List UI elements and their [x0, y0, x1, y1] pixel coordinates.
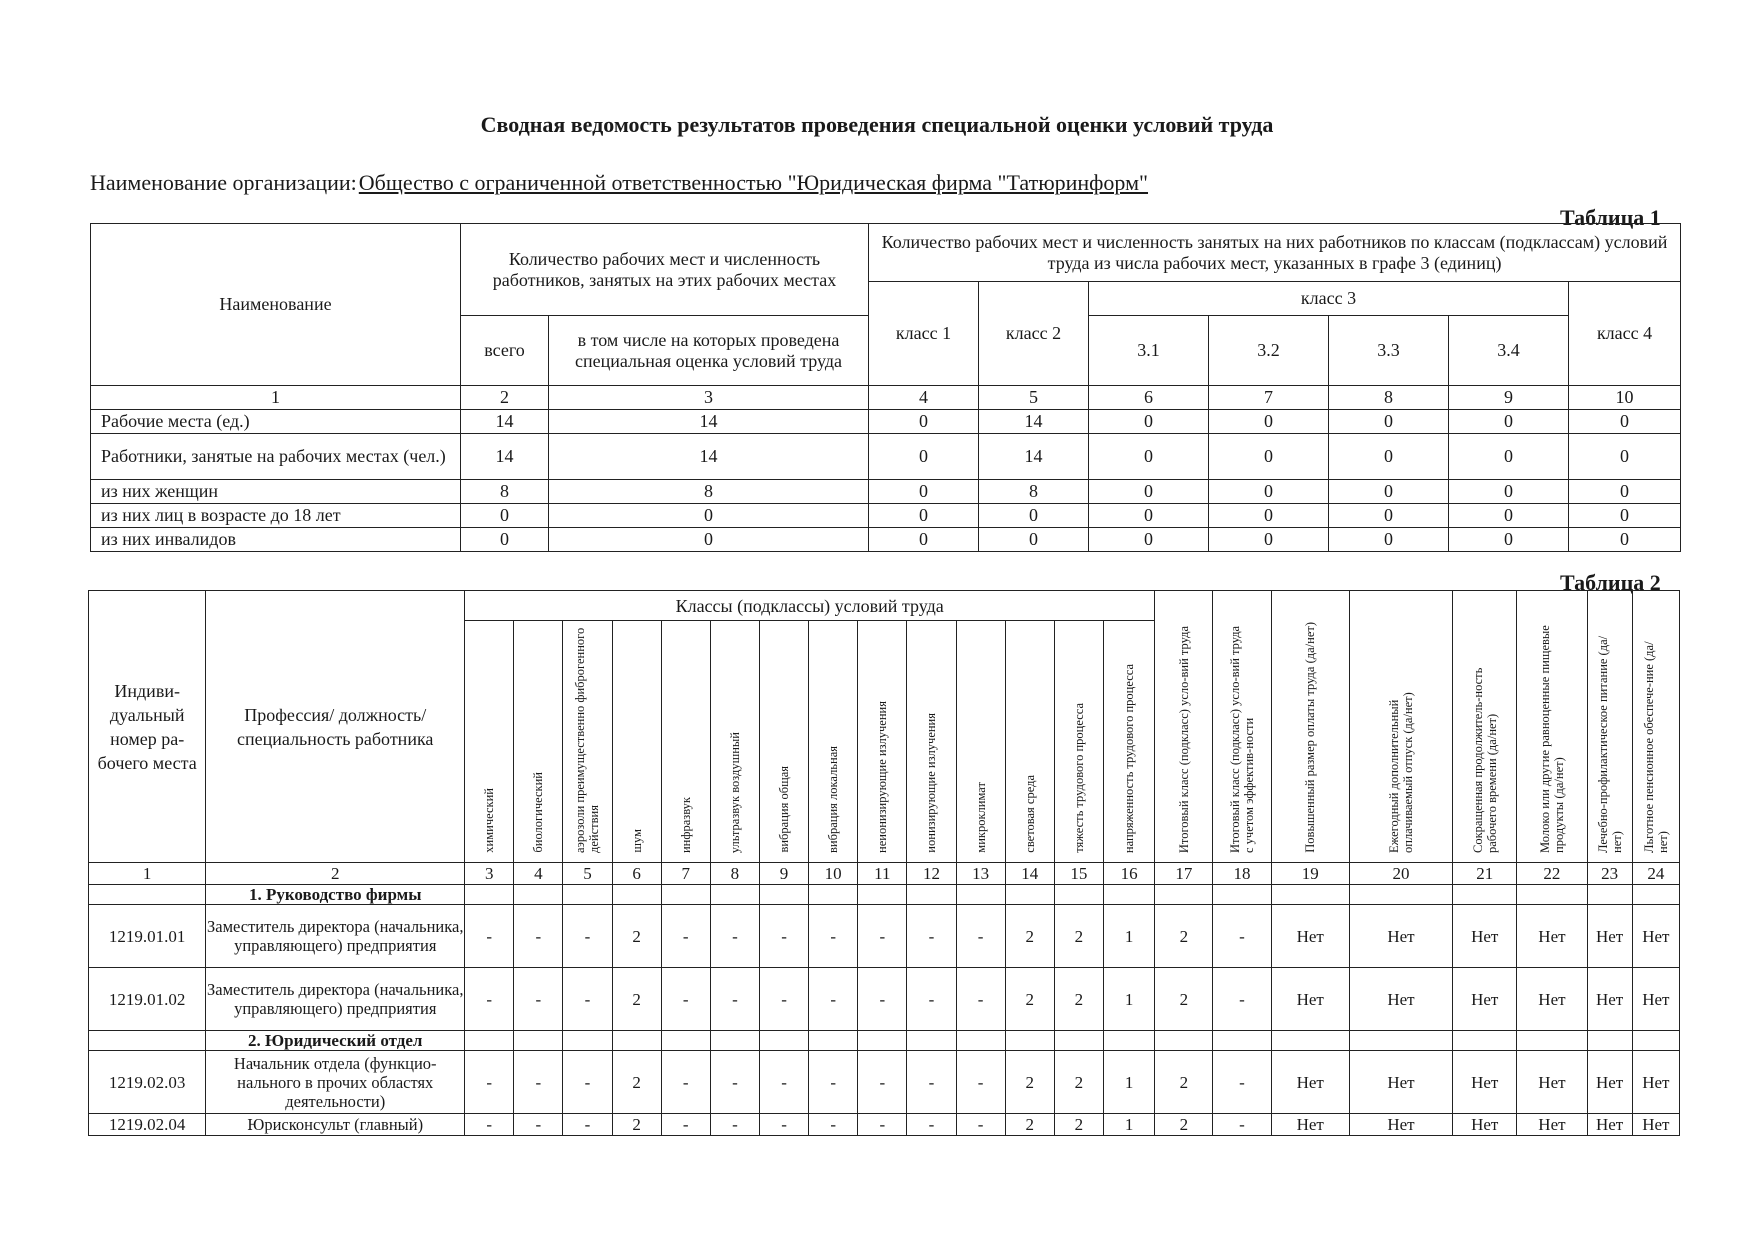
empty-cell — [465, 885, 514, 905]
column-number: 21 — [1453, 863, 1517, 885]
table-cell: - — [514, 905, 563, 968]
column-numbers-row — [91, 386, 1681, 410]
column-number: 5 — [563, 863, 612, 885]
table-cell: Нет — [1453, 1051, 1517, 1114]
header-classes-group: Количество рабочих мест и численность занятых на них работников по классам (подклассам) условий труда из числа рабочих мест, указанных в графе 3 (единиц) — [869, 224, 1681, 282]
column-number: 2 — [206, 863, 465, 885]
table-cell: - — [563, 1114, 612, 1136]
table-cell: 2 — [1005, 1051, 1054, 1114]
table-cell: 0 — [1209, 528, 1329, 552]
table-cell: 14 — [549, 434, 869, 480]
header-class4: класс 4 — [1569, 282, 1681, 386]
workplace-id: 1219.01.01 — [89, 905, 206, 968]
empty-cell — [1517, 885, 1587, 905]
table-cell: 0 — [1449, 480, 1569, 504]
table-cell: 0 — [1569, 528, 1681, 552]
table-cell: Нет — [1632, 1114, 1679, 1136]
table-cell: - — [514, 1051, 563, 1114]
factor-header: инфразвук — [661, 621, 710, 863]
column-number: 5 — [979, 386, 1089, 410]
table-cell: - — [563, 1051, 612, 1114]
table-cell: 14 — [461, 410, 549, 434]
table-cell: 0 — [1329, 504, 1449, 528]
column-number: 9 — [759, 863, 808, 885]
table-cell: 2 — [1155, 1051, 1213, 1114]
factor-header: световая среда — [1005, 621, 1054, 863]
table-cell: - — [809, 1114, 858, 1136]
empty-cell — [1005, 885, 1054, 905]
table-cell: 0 — [1209, 434, 1329, 480]
table-cell: 14 — [549, 410, 869, 434]
table-cell: - — [907, 968, 956, 1031]
table-cell: 2 — [612, 1051, 661, 1114]
column-number: 16 — [1103, 863, 1154, 885]
table-row — [89, 1114, 1680, 1136]
column-number: 12 — [907, 863, 956, 885]
table-cell: - — [465, 968, 514, 1031]
column-number: 24 — [1632, 863, 1679, 885]
factor-header: микроклимат — [956, 621, 1005, 863]
empty-cell — [1453, 885, 1517, 905]
table-cell: 14 — [979, 410, 1089, 434]
empty-cell — [809, 1031, 858, 1051]
table-cell: 0 — [1089, 434, 1209, 480]
organization-label: Наименование организации: — [90, 170, 357, 195]
table-cell: Нет — [1349, 968, 1452, 1031]
table-cell: 0 — [1449, 528, 1569, 552]
workplace-id: 1219.02.04 — [89, 1114, 206, 1136]
header-name: Наименование — [91, 224, 461, 386]
table-cell: Нет — [1517, 968, 1587, 1031]
summary-table — [90, 223, 1681, 552]
header-class2: класс 2 — [979, 282, 1089, 386]
table-row — [89, 1051, 1680, 1114]
table-cell: - — [858, 905, 907, 968]
table-cell: 8 — [549, 480, 869, 504]
table-cell: Нет — [1587, 1114, 1632, 1136]
table-cell: - — [710, 1114, 759, 1136]
table-cell: Нет — [1632, 968, 1679, 1031]
table-cell: 0 — [869, 480, 979, 504]
empty-cell — [1103, 885, 1154, 905]
column-number: 7 — [661, 863, 710, 885]
section-title: 2. Юридический отдел — [206, 1031, 465, 1051]
section-row — [89, 1031, 1680, 1051]
table-cell: - — [1213, 1114, 1271, 1136]
table-cell: - — [956, 1051, 1005, 1114]
table-cell: 1 — [1103, 1051, 1154, 1114]
column-number: 15 — [1054, 863, 1103, 885]
header-final-class-effective: Итоговый класс (подкласс) усло-вий труда с учетом эффектив-ности — [1213, 591, 1271, 863]
organization-line — [90, 170, 1148, 196]
header-class-3-1: 3.1 — [1089, 316, 1209, 386]
header-reduced-hours: Сокращенная продолжитель-ность рабочего времени (да/нет) — [1453, 591, 1517, 863]
table-cell: - — [563, 968, 612, 1031]
table-cell: 2 — [1054, 968, 1103, 1031]
factor-header: вибрация общая — [759, 621, 808, 863]
column-number: 23 — [1587, 863, 1632, 885]
table-cell: 0 — [461, 504, 549, 528]
table-row — [91, 410, 1681, 434]
table-cell: Нет — [1271, 1051, 1349, 1114]
empty-cell — [563, 1031, 612, 1051]
table-cell: Нет — [1632, 1051, 1679, 1114]
table-cell: - — [759, 905, 808, 968]
table-cell: 0 — [1449, 434, 1569, 480]
column-number: 3 — [465, 863, 514, 885]
header-workplace-id: Индиви-дуальный номер ра-бочего места — [89, 591, 206, 863]
table-cell: Нет — [1271, 1114, 1349, 1136]
table-cell: 2 — [1054, 905, 1103, 968]
empty-cell — [1155, 885, 1213, 905]
empty-cell — [514, 1031, 563, 1051]
document-title: Сводная ведомость результатов проведения специальной оценки условий труда — [480, 112, 1274, 137]
table-cell: 0 — [461, 528, 549, 552]
table-cell: 2 — [1155, 905, 1213, 968]
factor-header: тяжесть трудового процесса — [1054, 621, 1103, 863]
column-number: 8 — [1329, 386, 1449, 410]
table-cell: 8 — [461, 480, 549, 504]
table-row — [91, 504, 1681, 528]
table-cell: 1 — [1103, 905, 1154, 968]
table-cell: Нет — [1271, 968, 1349, 1031]
table-cell: 0 — [1449, 410, 1569, 434]
table-cell: 0 — [869, 528, 979, 552]
organization-name: Общество с ограниченной ответственностью "Юридическая фирма "Татюринформ" — [358, 170, 1149, 195]
workplace-table — [88, 590, 1680, 1136]
table-cell: - — [465, 1114, 514, 1136]
column-number: 13 — [956, 863, 1005, 885]
header-profession: Профессия/ должность/ специальность работника — [206, 591, 465, 863]
table-row — [91, 528, 1681, 552]
row-label: Работники, занятые на рабочих местах (чел.) — [91, 434, 461, 480]
column-number: 22 — [1517, 863, 1587, 885]
table-cell: 0 — [869, 504, 979, 528]
empty-cell — [1005, 1031, 1054, 1051]
empty-cell — [1517, 1031, 1587, 1051]
table-cell: - — [710, 1051, 759, 1114]
empty-cell — [1587, 885, 1632, 905]
empty-cell — [612, 1031, 661, 1051]
table-cell: Нет — [1517, 905, 1587, 968]
table-cell: - — [1213, 968, 1271, 1031]
column-number: 17 — [1155, 863, 1213, 885]
column-number: 4 — [514, 863, 563, 885]
column-number: 19 — [1271, 863, 1349, 885]
table-cell: Нет — [1453, 968, 1517, 1031]
table-cell: - — [563, 905, 612, 968]
table-cell: 2 — [612, 968, 661, 1031]
empty-cell — [514, 885, 563, 905]
empty-cell — [907, 885, 956, 905]
table-cell: 2 — [612, 905, 661, 968]
empty-cell — [858, 885, 907, 905]
column-numbers-row — [89, 863, 1680, 885]
table-cell: - — [759, 1051, 808, 1114]
row-label: Рабочие места (ед.) — [91, 410, 461, 434]
factor-header: шум — [612, 621, 661, 863]
table-cell: 0 — [1449, 504, 1569, 528]
table-row — [89, 905, 1680, 968]
factor-header: биологический — [514, 621, 563, 863]
row-label: из них женщин — [91, 480, 461, 504]
table-cell: 0 — [549, 528, 869, 552]
column-number: 9 — [1449, 386, 1569, 410]
empty-cell — [1213, 1031, 1271, 1051]
table-cell: - — [956, 905, 1005, 968]
table-cell: - — [809, 968, 858, 1031]
table-cell: - — [465, 905, 514, 968]
column-number: 3 — [549, 386, 869, 410]
table-cell: 0 — [1209, 504, 1329, 528]
empty-cell — [563, 885, 612, 905]
empty-cell — [956, 1031, 1005, 1051]
empty-cell — [1213, 885, 1271, 905]
header-pension: Льготное пенсионное обеспече-ние (да/нет) — [1632, 591, 1679, 863]
table-cell: 0 — [1089, 504, 1209, 528]
table-cell: - — [1213, 1051, 1271, 1114]
empty-cell — [759, 885, 808, 905]
header-increased-pay: Повышенный размер оплаты труда (да/нет) — [1271, 591, 1349, 863]
table-cell: 0 — [1329, 480, 1449, 504]
profession-name: Заместитель директора (начальника, управляющего) предприятия — [206, 968, 465, 1031]
table-cell: 2 — [1054, 1114, 1103, 1136]
row-label: из них лиц в возрасте до 18 лет — [91, 504, 461, 528]
table-cell: Нет — [1587, 905, 1632, 968]
table-cell: - — [514, 1114, 563, 1136]
table-cell: Нет — [1517, 1114, 1587, 1136]
table-cell: - — [858, 1114, 907, 1136]
table-cell: - — [1213, 905, 1271, 968]
column-number: 14 — [1005, 863, 1054, 885]
header-therapeutic-food: Лечебно-профилактическое питание (да/нет) — [1587, 591, 1632, 863]
table-cell: Нет — [1587, 1051, 1632, 1114]
table-cell: 0 — [1329, 528, 1449, 552]
table-cell: 2 — [1155, 1114, 1213, 1136]
table2-caption: Таблица 2 — [1560, 570, 1661, 595]
table-cell: 2 — [1155, 968, 1213, 1031]
table-cell: - — [956, 1114, 1005, 1136]
factor-header: вибрация локальная — [809, 621, 858, 863]
table-cell: 8 — [979, 480, 1089, 504]
table-cell: - — [759, 968, 808, 1031]
empty-cell — [907, 1031, 956, 1051]
table-row — [91, 480, 1681, 504]
empty-cell — [1349, 885, 1452, 905]
table-cell: 2 — [1005, 968, 1054, 1031]
table-cell: 0 — [1209, 410, 1329, 434]
table-cell: - — [907, 905, 956, 968]
table-cell: 0 — [1569, 504, 1681, 528]
table-row — [91, 434, 1681, 480]
empty-cell — [89, 1031, 206, 1051]
table-cell: - — [710, 968, 759, 1031]
table-cell: Нет — [1453, 1114, 1517, 1136]
column-number: 18 — [1213, 863, 1271, 885]
header-final-class: Итоговый класс (подкласс) усло-вий труда — [1155, 591, 1213, 863]
profession-name: Заместитель директора (начальника, управляющего) предприятия — [206, 905, 465, 968]
table-cell: - — [661, 968, 710, 1031]
empty-cell — [1349, 1031, 1452, 1051]
empty-cell — [1054, 1031, 1103, 1051]
empty-cell — [710, 885, 759, 905]
workplace-id: 1219.02.03 — [89, 1051, 206, 1114]
empty-cell — [1271, 1031, 1349, 1051]
table-cell: - — [858, 968, 907, 1031]
empty-cell — [661, 885, 710, 905]
header-milk: Молоко или другие равноценные пищевые продукты (да/нет) — [1517, 591, 1587, 863]
table-cell: 2 — [612, 1114, 661, 1136]
column-number: 7 — [1209, 386, 1329, 410]
column-number: 10 — [809, 863, 858, 885]
header-class-3-3: 3.3 — [1329, 316, 1449, 386]
table-cell: Нет — [1349, 1114, 1452, 1136]
table-cell: 0 — [1329, 434, 1449, 480]
table-cell: 0 — [1569, 410, 1681, 434]
factor-header: аэрозоли преимущественно фиброгенного действия — [563, 621, 612, 863]
table-cell: 0 — [1089, 528, 1209, 552]
table-cell: 0 — [549, 504, 869, 528]
empty-cell — [1632, 1031, 1679, 1051]
header-count-group: Количество рабочих мест и численность работников, занятых на этих рабочих местах — [461, 224, 869, 316]
table-cell: - — [514, 968, 563, 1031]
factor-header: ионизирующие излучения — [907, 621, 956, 863]
table-cell: - — [858, 1051, 907, 1114]
table-cell: 2 — [1054, 1051, 1103, 1114]
empty-cell — [1632, 885, 1679, 905]
table-cell: 14 — [979, 434, 1089, 480]
profession-name: Юрисконсульт (главный) — [206, 1114, 465, 1136]
header-total: всего — [461, 316, 549, 386]
table-cell: - — [661, 1114, 710, 1136]
column-number: 11 — [858, 863, 907, 885]
empty-cell — [1453, 1031, 1517, 1051]
factor-header: химический — [465, 621, 514, 863]
table-cell: - — [661, 1051, 710, 1114]
table-cell: Нет — [1271, 905, 1349, 968]
table-cell: - — [809, 1051, 858, 1114]
workplace-id: 1219.01.02 — [89, 968, 206, 1031]
table-cell: 0 — [1089, 480, 1209, 504]
table-cell: 0 — [1569, 434, 1681, 480]
column-number: 4 — [869, 386, 979, 410]
header-class-3-2: 3.2 — [1209, 316, 1329, 386]
section-title: 1. Руководство фирмы — [206, 885, 465, 905]
empty-cell — [956, 885, 1005, 905]
factor-header: ультразвук воздушный — [710, 621, 759, 863]
empty-cell — [759, 1031, 808, 1051]
table-cell: - — [661, 905, 710, 968]
table-cell: 0 — [1089, 410, 1209, 434]
table-cell: Нет — [1517, 1051, 1587, 1114]
table-row — [89, 968, 1680, 1031]
factor-header: неионизирующие излучения — [858, 621, 907, 863]
table-cell: - — [759, 1114, 808, 1136]
empty-cell — [1587, 1031, 1632, 1051]
table-cell: Нет — [1587, 968, 1632, 1031]
header-class3: класс 3 — [1089, 282, 1569, 316]
table-cell: 0 — [869, 410, 979, 434]
column-number: 1 — [91, 386, 461, 410]
table-cell: - — [465, 1051, 514, 1114]
column-number: 8 — [710, 863, 759, 885]
header-class1: класс 1 — [869, 282, 979, 386]
header-assessed: в том числе на которых проведена специальная оценка условий труда — [549, 316, 869, 386]
column-number: 2 — [461, 386, 549, 410]
table-cell: 2 — [1005, 1114, 1054, 1136]
table-cell: - — [809, 905, 858, 968]
section-row — [89, 885, 1680, 905]
table-cell: - — [907, 1114, 956, 1136]
empty-cell — [661, 1031, 710, 1051]
table-cell: 0 — [869, 434, 979, 480]
column-number: 10 — [1569, 386, 1681, 410]
table-cell: 1 — [1103, 1114, 1154, 1136]
table-cell: - — [956, 968, 1005, 1031]
table-cell: 0 — [979, 528, 1089, 552]
table-cell: 0 — [1329, 410, 1449, 434]
empty-cell — [465, 1031, 514, 1051]
header-classes-conditions: Классы (подклассы) условий труда — [465, 591, 1155, 621]
empty-cell — [858, 1031, 907, 1051]
row-label: из них инвалидов — [91, 528, 461, 552]
table-cell: 0 — [1569, 480, 1681, 504]
empty-cell — [612, 885, 661, 905]
profession-name: Начальник отдела (функцио-нального в прочих областях деятельности) — [206, 1051, 465, 1114]
table-cell: Нет — [1349, 905, 1452, 968]
table-cell: 2 — [1005, 905, 1054, 968]
table-cell: - — [907, 1051, 956, 1114]
empty-cell — [1271, 885, 1349, 905]
empty-cell — [1103, 1031, 1154, 1051]
column-number: 6 — [612, 863, 661, 885]
table-cell: Нет — [1349, 1051, 1452, 1114]
table-cell: 0 — [979, 504, 1089, 528]
header-additional-leave: Ежегодный дополнительный оплачиваемый отпуск (да/нет) — [1349, 591, 1452, 863]
table-cell: Нет — [1632, 905, 1679, 968]
table1-caption: Таблица 1 — [1560, 205, 1661, 230]
factor-header: напряженность трудового процесса — [1103, 621, 1154, 863]
empty-cell — [1054, 885, 1103, 905]
table-cell: - — [710, 905, 759, 968]
column-number: 1 — [89, 863, 206, 885]
empty-cell — [809, 885, 858, 905]
empty-cell — [1155, 1031, 1213, 1051]
empty-cell — [710, 1031, 759, 1051]
empty-cell — [89, 885, 206, 905]
table-cell: 1 — [1103, 968, 1154, 1031]
column-number: 6 — [1089, 386, 1209, 410]
header-class-3-4: 3.4 — [1449, 316, 1569, 386]
table-cell: Нет — [1453, 905, 1517, 968]
table-cell: 14 — [461, 434, 549, 480]
column-number: 20 — [1349, 863, 1452, 885]
table-cell: 0 — [1209, 480, 1329, 504]
